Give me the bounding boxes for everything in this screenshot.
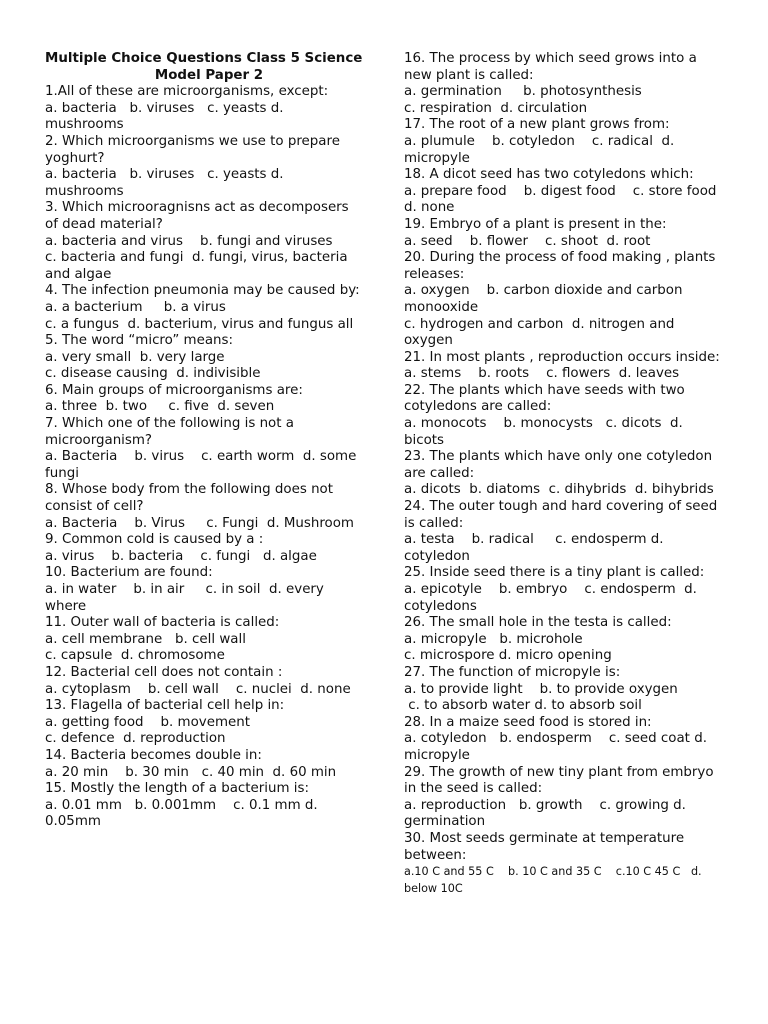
question-line: a. monocots b. monocysts c. dicots d. bicots xyxy=(404,416,688,448)
question-line: a. a bacterium b. a virus xyxy=(45,299,226,315)
question-line: 4. The infection pneumonia may be caused by: xyxy=(45,283,360,299)
question-line: 28. In a maize seed food is stored in: xyxy=(404,714,652,730)
question-line: 2. Which microorganisms we use to prepare yoghurt? xyxy=(45,133,345,166)
question-line: a. oxygen b. carbon dioxide and carbon monooxide xyxy=(404,283,687,315)
question-line: 22. The plants which have seeds with two cotyledons are called: xyxy=(404,382,689,415)
question-line: 5. The word “micro” means: xyxy=(45,333,234,349)
question-line: 26. The small hole in the testa is called: xyxy=(404,615,672,631)
question-line: c. to absorb water d. to absorb soil xyxy=(404,698,642,714)
question-line: a. seed b. flower c. shoot d. root xyxy=(404,233,651,249)
question-line: c. bacteria and fungi d. fungi, virus, bacteria and algae xyxy=(45,250,352,282)
question-line: 6. Main groups of microorganisms are: xyxy=(45,382,303,398)
question-line: a. prepare food b. digest food c. store food d. none xyxy=(404,183,725,216)
question-line: a. 0.01 mm b. 0.001mm c. 0.1 mm d. 0.05mm xyxy=(45,797,322,830)
question-line: 9. Common cold is caused by a : xyxy=(45,532,264,548)
question-line: 27. The function of micropyle is: xyxy=(404,664,621,680)
question-line: 10. Bacterium are found: xyxy=(45,565,213,581)
question-line: a. three b. two c. five d. seven xyxy=(45,399,275,415)
question-line: 29. The growth of new tiny plant from embryo in the seed is called: xyxy=(404,764,718,797)
question-line: 19. Embryo of a plant is present in the: xyxy=(404,216,667,232)
question-line: c. respiration d. circulation xyxy=(404,100,588,116)
question-line: a. bacteria b. viruses c. yeasts d. mushrooms xyxy=(45,167,288,199)
question-line: c. hydrogen and carbon d. nitrogen and oxygen xyxy=(404,316,679,349)
question-line: 7. Which one of the following is not a microorganism? xyxy=(45,416,299,448)
question-line: 16. The process by which seed grows into a new plant is called: xyxy=(404,51,702,83)
question-line: 1.All of these are microorganisms, except: xyxy=(45,84,329,100)
question-line: 17. The root of a new plant grows from: xyxy=(404,117,670,133)
question-line: a. 20 min b. 30 min c. 40 min d. 60 min xyxy=(45,764,337,780)
question-line: 3. Which microoragnisns act as decomposers of dead material? xyxy=(45,200,353,232)
question-line: a. dicots b. diatoms c. dihybrids d. bihybrids xyxy=(404,482,714,498)
question-line: a. bacteria and virus b. fungi and viruses xyxy=(45,233,333,249)
question-line: a. in water b. in air c. in soil d. every where xyxy=(45,582,329,614)
document-subtitle: Model Paper 2 xyxy=(154,67,264,83)
question-line: a. micropyle b. microhole xyxy=(404,631,583,647)
question-line: 11. Outer wall of bacteria is called: xyxy=(45,615,280,631)
question-line: 20. During the process of food making , plants releases: xyxy=(404,250,720,282)
question-line: a. testa b. radical c. endosperm d. cotyledon xyxy=(404,532,668,564)
question-line: 15. Mostly the length of a bacterium is: xyxy=(45,781,310,797)
question-line: a.10 C and 55 C b. 10 C and 35 C c.10 C 45 C d. below 10C xyxy=(404,865,706,895)
question-line: 21. In most plants , reproduction occurs inside: xyxy=(404,349,720,365)
question-line: a. stems b. roots c. flowers d. leaves xyxy=(404,366,680,382)
question-line: 25. Inside seed there is a tiny plant is called: xyxy=(404,565,705,581)
question-line: c. microspore d. micro opening xyxy=(404,648,612,664)
question-line: a. epicotyle b. embryo c. endosperm d. cotyledons xyxy=(404,582,702,614)
question-line: 8. Whose body from the following does not consist of cell? xyxy=(45,482,338,515)
right-question-list xyxy=(404,51,726,864)
question-line: c. disease causing d. indivisible xyxy=(45,366,261,382)
left-column xyxy=(45,51,363,831)
question-line: c. a fungus d. bacterium, virus and fungus all xyxy=(45,316,354,332)
question-line: 12. Bacterial cell does not contain : xyxy=(45,664,283,680)
question-line: a. virus b. bacteria c. fungi d. algae xyxy=(45,548,317,564)
question-line: 14. Bacteria becomes double in: xyxy=(45,747,262,763)
question-line: 13. Flagella of bacterial cell help in: xyxy=(45,698,285,714)
left-question-list xyxy=(45,84,363,831)
question-line: a. plumule b. cotyledon c. radical d. micropyle xyxy=(404,133,679,166)
right-column xyxy=(404,51,726,897)
right-small-question-list xyxy=(404,864,726,897)
question-line: 30. Most seeds germinate at temperature between: xyxy=(404,830,689,863)
question-line: c. capsule d. chromosome xyxy=(45,648,225,664)
question-line: c. defence d. reproduction xyxy=(45,731,226,747)
question-line: a. cytoplasm b. cell wall c. nuclei d. none xyxy=(45,681,351,697)
question-line: a. Bacteria b. Virus c. Fungi d. Mushroom xyxy=(45,515,354,531)
question-line: a. to provide light b. to provide oxygen xyxy=(404,681,678,697)
question-line: a. very small b. very large xyxy=(45,349,225,365)
question-line: 18. A dicot seed has two cotyledons which: xyxy=(404,167,694,183)
question-line: a. cell membrane b. cell wall xyxy=(45,631,246,647)
question-line: a. germination b. photosynthesis xyxy=(404,84,642,100)
question-line: a. cotyledon b. endosperm c. seed coat d. micropyle xyxy=(404,731,712,763)
question-line: a. bacteria b. viruses c. yeasts d. mushrooms xyxy=(45,100,288,133)
question-line: 24. The outer tough and hard covering of seed is called: xyxy=(404,499,722,531)
question-line: a. reproduction b. growth c. growing d. germination xyxy=(404,797,691,830)
question-line: a. getting food b. movement xyxy=(45,714,250,730)
question-line: 23. The plants which have only one cotyledon are called: xyxy=(404,449,717,481)
question-line: a. Bacteria b. virus c. earth worm d. some fungi xyxy=(45,449,361,481)
document-title: Multiple Choice Questions Class 5 Science xyxy=(45,51,363,66)
